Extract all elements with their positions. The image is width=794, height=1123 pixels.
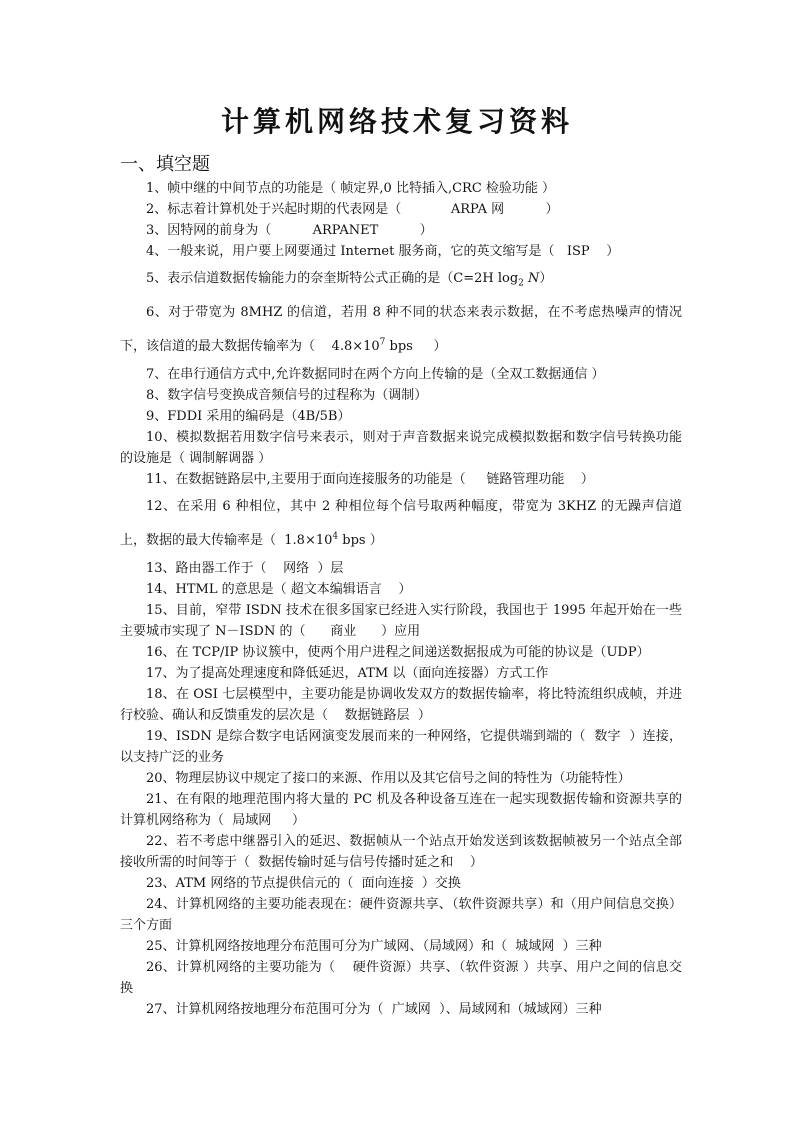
question-item: 8、数字信号变换成音频信号的过程称为（调制） [146, 388, 428, 403]
question-item: 18、在 OSI 七层模型中，主要功能是协调收发双方的数据传输率，将比特流组织成帧，并进行校验、确认和反馈重发的层次是（ 数据链路层 ） [120, 687, 682, 723]
question-item: 24、计算机网络的主要功能表现在：硬件资源共享、（软件资源共享）和（用户间信息交换）三个方面 [120, 897, 682, 933]
question-item: 10、模拟数据若用数字信号来表示，则对于声音数据来说完成模拟数据和数字信号转换功能的设施是（ 调制解调器 ） [120, 430, 682, 466]
question-item: 25、计算机网络按地理分布范围可分为广域网、（局域网）和（ 城域网 ）三种 [146, 939, 602, 954]
question-item: 3、因特网的前身为（ ARPANET ） [146, 223, 433, 238]
question-item: 6、对于带宽为 8MHZ 的信道，若用 8 种不同的状态来表示数据，在不考虑热噪声的情况下，该信道的最大数据传输率为（ $4.8\times 10^7$ bps ） [120, 305, 682, 354]
question-item: 9、FDDI 采用的编码是（4B/5B） [146, 409, 351, 424]
question-item: 22、若不考虑中继器引入的延迟、数据帧从一个站点开始发送到该数据帧被另一个站点全部接收所需的时间等于（ 数据传输时延与信号传播时延之和 ） [120, 834, 682, 870]
question-item: 7、在串行通信方式中,允许数据同时在两个方向上传输的是（全双工数据通信 ） [146, 367, 605, 382]
question-item: 20、物理层协议中规定了接口的来源、作用以及其它信号之间的特性为（功能特性） [146, 771, 631, 786]
question-item: 11、在数据链路层中,主要用于面向连接服务的功能是（ 链路管理功能 ） [146, 472, 594, 487]
question-item: 5、表示信道数据传输能力的奈奎斯特公式正确的是（C=2H $\log_2 N$） [146, 271, 553, 289]
question-list [120, 178, 682, 1020]
question-item: 17、为了提高处理速度和降低延迟，ATM 以（面向连接器）方式工作 [146, 666, 549, 681]
question-item: 15、目前，窄带 ISDN 技术在很多国家已经进入实行阶段，我国也于 1995 年起开始在一些主要城市实现了 N－ISDN 的（ 商业 ）应用 [120, 603, 682, 639]
question-item: 4、一般来说，用户要上网要通过 Internet 服务商，它的英文缩写是（ ISP ） [146, 244, 620, 259]
question-item: 14、HTML 的意思是（ 超文本编辑语言 ） [146, 582, 412, 597]
question-item: 27、计算机网络按地理分布范围可分为（ 广域网 ）、局域网和（城域网）三种 [146, 1002, 602, 1017]
question-item: 19、ISDN 是综合数字电话网演变发展而来的一种网络，它提供端到端的（ 数字 ）连接，以支持广泛的业务 [120, 729, 683, 765]
question-item: 26、计算机网络的主要功能为（ 硬件资源）共享、（软件资源 ）共享、用户之间的信息交换 [120, 960, 683, 996]
question-item: 21、在有限的地理范围内将大量的 PC 机及各种设备互连在一起实现数据传输和资源共享的计算机网络称为（ 局域网 ） [120, 792, 682, 828]
page-title: 计算机网络技术复习资料 [220, 105, 573, 138]
section-heading: 一、填空题 [120, 154, 210, 175]
question-item: 13、路由器工作于（ 网络 ）层 [146, 561, 344, 576]
question-item: 1、帧中继的中间节点的功能是（ 帧定界,0 比特插入,CRC 检验功能 ） [146, 181, 556, 196]
question-item: 2、标志着计算机处于兴起时期的代表网是（ ARPA 网 ） [146, 202, 559, 217]
question-item: 16、在 TCP/IP 协议簇中，使两个用户进程之间递送数据报成为可能的协议是（UDP） [146, 645, 650, 660]
question-item: 12、在采用 6 种相位，其中 2 种相位每个信号取两种幅度，带宽为 3KHZ 的无躁声信道上，数据的最大传输率是（ $1.8\times 10^4$ bps ） [120, 499, 682, 548]
question-item: 23、ATM 网络的节点提供信元的（ 面向连接 ）交换 [146, 876, 461, 891]
